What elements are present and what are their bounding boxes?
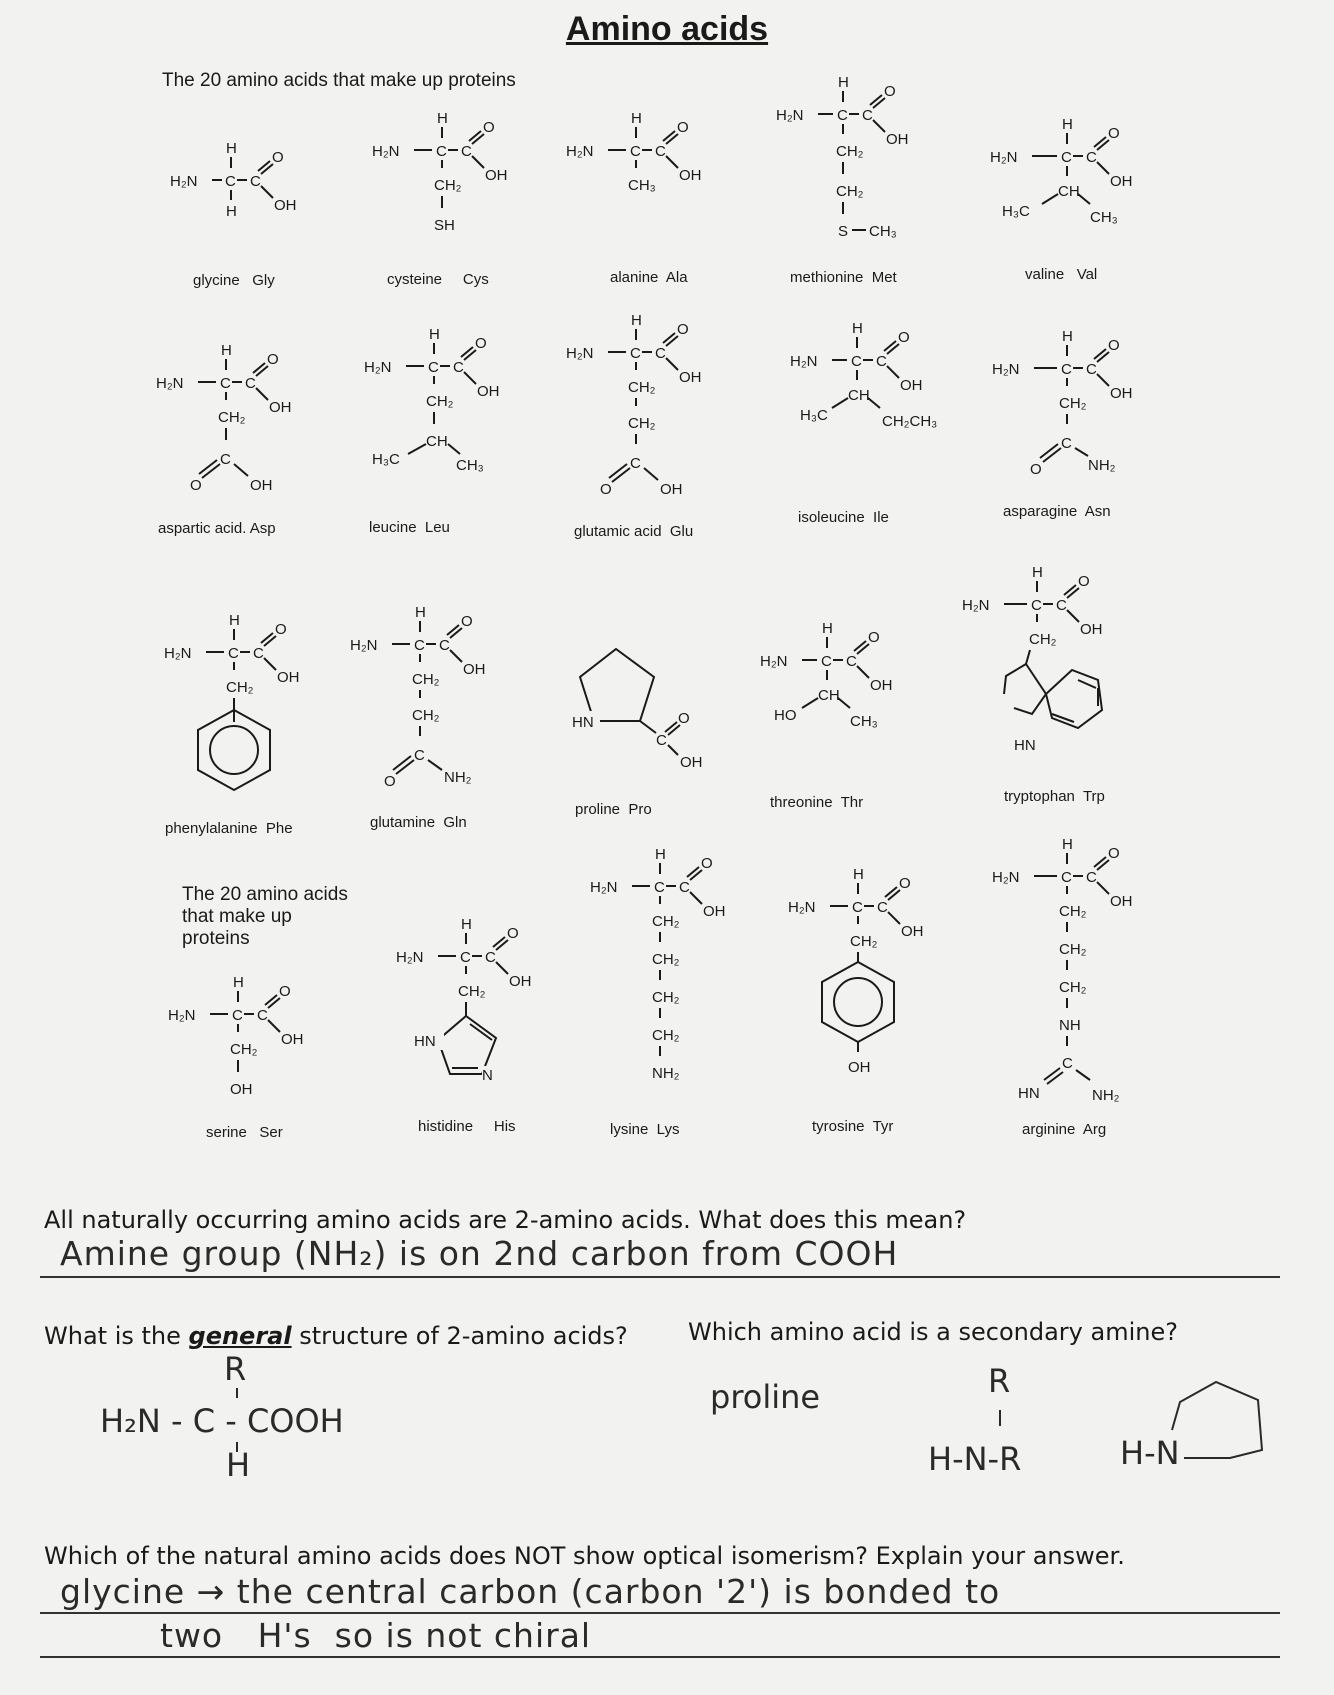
svg-text:CH₂: CH₂	[836, 143, 864, 160]
svg-text:CH: CH	[426, 433, 448, 450]
svg-text:H: H	[226, 1446, 251, 1484]
svg-text:C: C	[228, 645, 239, 662]
svg-text:C: C	[1061, 149, 1072, 166]
svg-text:C: C	[414, 637, 425, 654]
svg-text:C: C	[453, 359, 464, 376]
question-2-amino-acids: All naturally occurring amino acids are 2-amino acids. What does this mean?	[44, 1206, 967, 1234]
svg-text:proline: proline	[710, 1378, 821, 1416]
svg-text:HN: HN	[1018, 1085, 1040, 1102]
svg-text:CH₂: CH₂	[652, 951, 680, 968]
svg-text:H: H	[233, 974, 244, 991]
svg-text:H₂N: H₂N	[990, 149, 1018, 166]
svg-text:C: C	[1086, 149, 1097, 166]
label-aspartic-acid: aspartic acid. Asp	[158, 520, 276, 537]
svg-text:C: C	[656, 732, 667, 749]
svg-text:CH₂: CH₂	[652, 913, 680, 930]
svg-text:O: O	[267, 351, 279, 368]
label-arginine: arginine Arg	[1022, 1121, 1107, 1138]
svg-text:OH: OH	[281, 1031, 304, 1048]
label-serine: serine Ser	[206, 1124, 283, 1141]
structure-isoleucine	[790, 320, 970, 450]
svg-text:H: H	[415, 604, 426, 621]
svg-text:H₂N: H₂N	[788, 899, 816, 916]
answer-2-amino-acids: Amine group (NH₂) is on 2nd carbon from COOH	[60, 1234, 899, 1273]
svg-text:O: O	[483, 119, 495, 136]
svg-text:HN: HN	[1014, 737, 1036, 754]
svg-text:H₂N: H₂N	[962, 597, 990, 614]
svg-text:OH: OH	[680, 754, 703, 771]
svg-text:CH₃: CH₃	[1090, 209, 1118, 226]
svg-text:CH₂: CH₂	[458, 983, 486, 1000]
svg-text:H: H	[429, 326, 440, 343]
label-tyrosine: tyrosine Tyr	[812, 1118, 894, 1135]
svg-text:CH₂: CH₂	[426, 393, 454, 410]
question-optical-isomerism: Which of the natural amino acids does NOT show optical isomerism? Explain your answer.	[44, 1542, 1125, 1570]
svg-text:O: O	[279, 983, 291, 1000]
svg-text:C: C	[1061, 435, 1072, 452]
structure-methionine	[776, 72, 946, 252]
svg-text:R: R	[988, 1362, 1011, 1400]
structure-glycine	[170, 140, 320, 230]
svg-text:CH₂: CH₂	[850, 933, 878, 950]
svg-text:C: C	[1086, 361, 1097, 378]
structure-histidine	[396, 916, 566, 1106]
svg-text:H: H	[226, 140, 237, 157]
svg-text:C: C	[821, 653, 832, 670]
svg-text:C: C	[439, 637, 450, 654]
svg-text:O: O	[899, 875, 911, 892]
svg-text:C: C	[846, 653, 857, 670]
svg-text:CH₂: CH₂	[1059, 941, 1087, 958]
svg-text:H₂N: H₂N	[156, 375, 184, 392]
svg-text:H₂N: H₂N	[760, 653, 788, 670]
svg-text:O: O	[190, 477, 202, 494]
answer-line-2	[40, 1612, 1280, 1614]
svg-text:H₂N: H₂N	[992, 361, 1020, 378]
svg-text:CH₂: CH₂	[226, 679, 254, 696]
svg-text:C: C	[630, 345, 641, 362]
svg-text:O: O	[884, 83, 896, 100]
answer-optical-isomerism-line-1: glycine → the central carbon (carbon '2') is bonded to	[60, 1572, 1001, 1611]
svg-text:HO: HO	[774, 707, 797, 724]
svg-text:H₂N: H₂N	[168, 1007, 196, 1024]
svg-text:H: H	[1062, 116, 1073, 133]
svg-text:C: C	[220, 375, 231, 392]
svg-text:H₂N: H₂N	[350, 637, 378, 654]
question-secondary-amine: Which amino acid is a secondary amine?	[688, 1318, 1178, 1346]
svg-text:C: C	[250, 173, 261, 190]
answer-line-3	[40, 1656, 1280, 1658]
svg-text:C: C	[245, 375, 256, 392]
label-leucine: leucine Leu	[369, 519, 450, 536]
svg-text:O: O	[384, 773, 396, 790]
svg-text:H: H	[852, 320, 863, 337]
svg-text:H₂N: H₂N	[590, 879, 618, 896]
svg-text:OH: OH	[679, 167, 702, 184]
svg-text:C: C	[485, 949, 496, 966]
svg-text:H-N-R: H-N-R	[928, 1440, 1022, 1478]
label-tryptophan: tryptophan Trp	[1004, 788, 1105, 805]
svg-text:HN: HN	[572, 714, 594, 731]
structure-lysine	[590, 846, 760, 1096]
svg-text:NH₂: NH₂	[652, 1065, 680, 1082]
svg-text:H: H	[229, 612, 240, 629]
structure-proline	[572, 645, 732, 775]
svg-text:CH₂: CH₂	[218, 409, 246, 426]
svg-text:CH: CH	[1058, 183, 1080, 200]
svg-text:S: S	[838, 223, 849, 240]
svg-text:OH: OH	[886, 131, 909, 148]
label-alanine: alanine Ala	[610, 269, 688, 286]
subtitle: The 20 amino acids that make up proteins	[162, 70, 516, 91]
svg-text:H: H	[221, 342, 232, 359]
svg-text:CH₂: CH₂	[652, 989, 680, 1006]
svg-text:CH₂: CH₂	[434, 177, 462, 194]
svg-text:O: O	[507, 925, 519, 942]
svg-text:CH₃: CH₃	[850, 713, 878, 730]
structure-asparagine	[992, 328, 1162, 488]
svg-text:OH: OH	[277, 669, 300, 686]
answer-general-structure	[100, 1350, 460, 1484]
svg-text:OH: OH	[1110, 893, 1133, 910]
svg-text:O: O	[272, 149, 284, 166]
svg-text:OH: OH	[679, 369, 702, 386]
svg-text:O: O	[1108, 845, 1120, 862]
svg-text:CH: CH	[818, 687, 840, 704]
svg-text:OH: OH	[1080, 621, 1103, 638]
svg-text:H: H	[655, 846, 666, 863]
svg-text:C: C	[461, 143, 472, 160]
svg-text:C: C	[630, 143, 641, 160]
svg-text:CH₂: CH₂	[1059, 979, 1087, 996]
page-title: Amino acids	[565, 10, 769, 48]
svg-text:OH: OH	[848, 1059, 871, 1076]
svg-text:C: C	[436, 143, 447, 160]
svg-text:CH₃: CH₃	[456, 457, 484, 474]
svg-text:C: C	[654, 879, 665, 896]
svg-text:CH₂: CH₂	[628, 415, 656, 432]
label-threonine: threonine Thr	[770, 794, 864, 811]
svg-text:OH: OH	[901, 923, 924, 940]
svg-text:C: C	[460, 949, 471, 966]
svg-text:OH: OH	[274, 197, 297, 214]
svg-text:OH: OH	[660, 481, 683, 498]
svg-text:O: O	[701, 855, 713, 872]
svg-text:C: C	[253, 645, 264, 662]
svg-text:C: C	[655, 345, 666, 362]
svg-text:CH₂: CH₂	[652, 1027, 680, 1044]
svg-text:C: C	[220, 451, 231, 468]
svg-text:C: C	[257, 1007, 268, 1024]
svg-text:CH₂: CH₂	[1059, 903, 1087, 920]
svg-text:H₂N: H₂N	[364, 359, 392, 376]
svg-text:C: C	[428, 359, 439, 376]
svg-text:O: O	[678, 710, 690, 727]
svg-text:OH: OH	[1110, 385, 1133, 402]
svg-text:CH₂: CH₂	[628, 379, 656, 396]
question-general-structure: What is the general structure of 2-amino acids?	[44, 1322, 628, 1350]
svg-text:CH₃: CH₃	[869, 223, 897, 240]
svg-text:H: H	[822, 620, 833, 637]
label-methionine: methionine Met	[790, 269, 897, 286]
svg-text:C: C	[1062, 1055, 1073, 1072]
svg-text:H: H	[461, 916, 472, 933]
svg-text:H₂N: H₂N	[776, 107, 804, 124]
label-glutamic-acid: glutamic acid Glu	[574, 523, 694, 540]
svg-text:H₂N: H₂N	[170, 173, 198, 190]
svg-text:NH₂: NH₂	[444, 769, 472, 786]
structure-glutamic-acid	[566, 312, 736, 512]
svg-text:C: C	[414, 747, 425, 764]
svg-text:OH: OH	[900, 377, 923, 394]
svg-text:O: O	[868, 629, 880, 646]
svg-text:H₃C: H₃C	[800, 407, 828, 424]
structure-phenylalanine	[164, 612, 334, 802]
svg-text:H: H	[226, 203, 237, 220]
svg-text:C: C	[1061, 869, 1072, 886]
svg-text:O: O	[677, 321, 689, 338]
structure-valine	[990, 116, 1160, 246]
svg-text:OH: OH	[463, 661, 486, 678]
svg-text:O: O	[898, 329, 910, 346]
structure-leucine	[364, 326, 534, 496]
svg-text:H: H	[1062, 328, 1073, 345]
label-glycine: glycine Gly	[193, 272, 275, 289]
svg-text:OH: OH	[250, 477, 273, 494]
structure-arginine	[992, 836, 1172, 1116]
svg-text:C: C	[1031, 597, 1042, 614]
svg-text:C: C	[655, 143, 666, 160]
structure-alanine	[566, 110, 726, 210]
answer-secondary-amine	[710, 1360, 1270, 1530]
structure-glutamine	[350, 604, 520, 794]
svg-text:C: C	[630, 455, 641, 472]
svg-text:C: C	[1061, 361, 1072, 378]
svg-text:NH₂: NH₂	[1088, 457, 1116, 474]
svg-text:H₂N: H₂N	[992, 869, 1020, 886]
svg-text:OH: OH	[485, 167, 508, 184]
svg-text:OH: OH	[477, 383, 500, 400]
svg-text:CH₂CH₃: CH₂CH₃	[882, 413, 938, 430]
svg-text:O: O	[475, 335, 487, 352]
svg-text:H: H	[631, 312, 642, 329]
svg-text:H: H	[1032, 564, 1043, 581]
svg-text:O: O	[677, 119, 689, 136]
answer-optical-isomerism-line-2: two H's so is not chiral	[160, 1616, 592, 1655]
svg-text:C: C	[851, 353, 862, 370]
svg-text:H₂N: H₂N	[372, 143, 400, 160]
svg-text:C: C	[232, 1007, 243, 1024]
svg-text:C: C	[225, 173, 236, 190]
svg-text:OH: OH	[703, 903, 726, 920]
structure-tyrosine	[788, 866, 958, 1096]
svg-text:O: O	[1108, 337, 1120, 354]
subtitle-repeat: The 20 amino acids that make up proteins	[182, 884, 348, 949]
label-isoleucine: isoleucine Ile	[798, 509, 889, 526]
svg-text:H₂N: H₂N	[566, 143, 594, 160]
label-cysteine: cysteine Cys	[387, 271, 489, 288]
svg-text:H₂N - C - COOH: H₂N - C - COOH	[100, 1402, 344, 1440]
svg-text:OH: OH	[230, 1081, 253, 1098]
svg-text:C: C	[1086, 869, 1097, 886]
svg-text:CH₂: CH₂	[1059, 395, 1087, 412]
svg-text:O: O	[275, 621, 287, 638]
svg-text:OH: OH	[1110, 173, 1133, 190]
svg-text:H: H	[631, 110, 642, 127]
svg-text:H₂N: H₂N	[566, 345, 594, 362]
label-valine: valine Val	[1025, 266, 1098, 283]
svg-text:O: O	[1108, 125, 1120, 142]
answer-line-1	[40, 1276, 1280, 1278]
svg-text:H₂N: H₂N	[164, 645, 192, 662]
svg-text:H₃C: H₃C	[372, 451, 400, 468]
label-glutamine: glutamine Gln	[370, 814, 467, 831]
svg-text:O: O	[600, 481, 612, 498]
svg-text:CH₂: CH₂	[230, 1041, 258, 1058]
svg-text:CH₂: CH₂	[412, 707, 440, 724]
svg-text:C: C	[679, 879, 690, 896]
svg-text:CH: CH	[848, 387, 870, 404]
svg-text:H₂N: H₂N	[790, 353, 818, 370]
svg-text:N: N	[482, 1067, 493, 1084]
structure-threonine	[760, 620, 930, 750]
svg-text:H: H	[437, 110, 448, 127]
svg-text:O: O	[461, 613, 473, 630]
structure-tryptophan	[962, 564, 1172, 764]
svg-text:H: H	[853, 866, 864, 883]
svg-text:CH₂: CH₂	[412, 671, 440, 688]
svg-text:NH₂: NH₂	[1092, 1087, 1120, 1104]
svg-text:HN: HN	[414, 1033, 436, 1050]
label-asparagine: asparagine Asn	[1003, 503, 1111, 520]
svg-text:C: C	[877, 899, 888, 916]
svg-text:O: O	[1030, 461, 1042, 478]
svg-text:H₂N: H₂N	[396, 949, 424, 966]
svg-text:C: C	[837, 107, 848, 124]
structure-serine	[168, 974, 338, 1104]
label-phenylalanine: phenylalanine Phe	[165, 820, 293, 837]
label-histidine: histidine His	[418, 1118, 516, 1135]
svg-text:H: H	[1062, 836, 1073, 853]
svg-text:CH₂: CH₂	[836, 183, 864, 200]
svg-text:NH: NH	[1059, 1017, 1081, 1034]
svg-text:C: C	[852, 899, 863, 916]
svg-text:H₃C: H₃C	[1002, 203, 1030, 220]
svg-text:H: H	[838, 74, 849, 91]
svg-text:SH: SH	[434, 217, 455, 234]
label-proline: proline Pro	[575, 801, 652, 818]
label-lysine: lysine Lys	[610, 1121, 680, 1138]
svg-text:C: C	[862, 107, 873, 124]
svg-text:CH₂: CH₂	[1029, 631, 1057, 648]
svg-text:C: C	[876, 353, 887, 370]
svg-text:H-N: H-N	[1120, 1434, 1180, 1472]
structure-cysteine	[372, 110, 532, 250]
svg-text:R: R	[224, 1350, 247, 1388]
structure-aspartic-acid	[156, 342, 326, 502]
svg-text:OH: OH	[509, 973, 532, 990]
svg-text:OH: OH	[269, 399, 292, 416]
svg-text:OH: OH	[870, 677, 893, 694]
svg-text:CH₃: CH₃	[628, 177, 656, 194]
svg-text:C: C	[1056, 597, 1067, 614]
svg-text:O: O	[1078, 573, 1090, 590]
